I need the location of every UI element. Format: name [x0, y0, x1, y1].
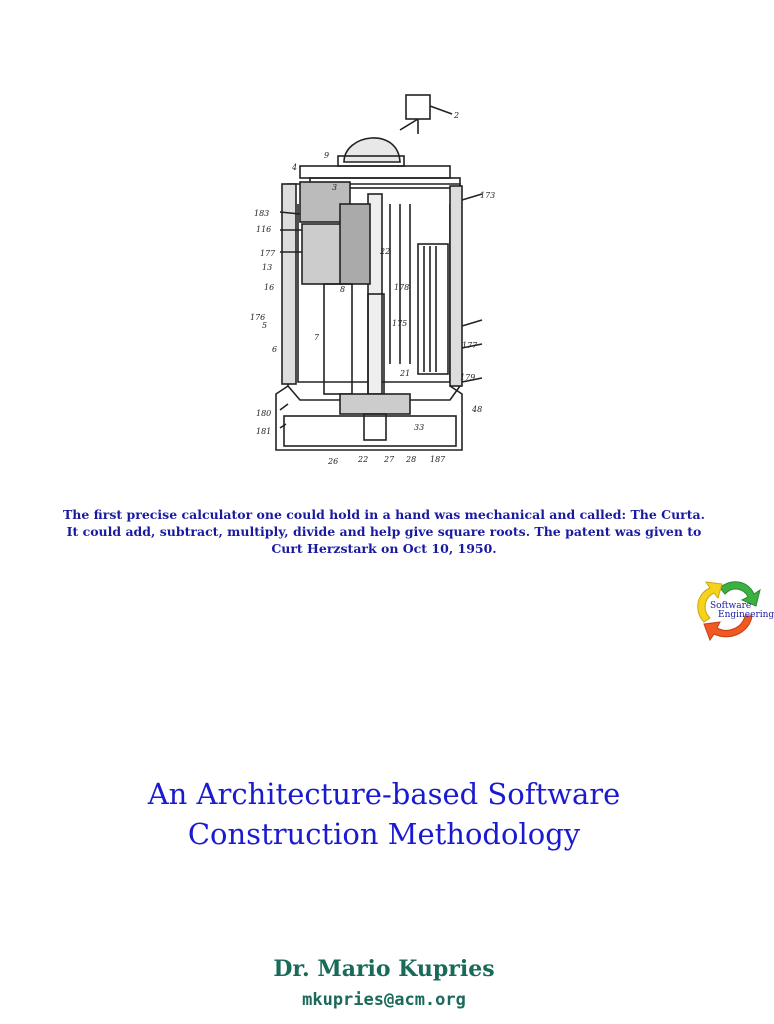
figure-label: 7 [314, 333, 320, 342]
figure-label: 187 [430, 455, 446, 464]
figure-label: 177 [462, 341, 478, 350]
figure-label: 177 [260, 249, 276, 258]
figure-label: 179 [460, 373, 476, 382]
slide-title [0, 774, 768, 854]
author-email: mkupries@acm.org [302, 990, 466, 1010]
figure-label: 48 [472, 405, 483, 414]
figure-caption [40, 506, 728, 557]
figure-label: 22 [380, 247, 391, 256]
figure-label: 9 [324, 151, 330, 160]
figure-label: 8 [340, 285, 346, 294]
figure-label: 21 [400, 369, 411, 378]
figure-label: 6 [272, 345, 278, 354]
caption-line: Curt Herzstark on Oct 10, 1950. [271, 541, 497, 556]
figure-label: 26 [328, 457, 339, 466]
figure-label: 16 [264, 283, 275, 292]
logo-text: Engineering [718, 610, 774, 620]
title-line: An Architecture-based Software [147, 777, 621, 811]
curta-patent-drawing [240, 64, 530, 474]
figure-label: 22 [358, 455, 369, 464]
software-engineering-logo [690, 574, 774, 646]
figure-label: 28 [406, 455, 417, 464]
figure-label: 2 [454, 111, 460, 120]
figure-label: 33 [414, 423, 425, 432]
figure-label: 175 [392, 319, 408, 328]
figure-label: 180 [256, 409, 272, 418]
figure-label: 116 [256, 225, 272, 234]
figure-label: 3 [332, 183, 338, 192]
author-name: Dr. Mario Kupries [273, 956, 495, 982]
title-line: Construction Methodology [187, 817, 581, 851]
figure-label: 173 [480, 191, 496, 200]
caption-line: The first precise calculator one could hold in a hand was mechanical and called: The Curta. [62, 507, 705, 522]
figure-label: 5 [262, 321, 268, 330]
figure-label: 178 [394, 283, 410, 292]
figure-label: 27 [384, 455, 395, 464]
logo-text: Software [710, 601, 752, 611]
figure-label: 181 [256, 427, 272, 436]
figure-label: 4 [292, 163, 298, 172]
figure-label: 176 [250, 313, 266, 322]
caption-line: It could add, subtract, multiply, divide and help give square roots. The patent was given to [66, 524, 702, 539]
figure-label: 183 [254, 209, 270, 218]
figure-label: 13 [262, 263, 273, 272]
